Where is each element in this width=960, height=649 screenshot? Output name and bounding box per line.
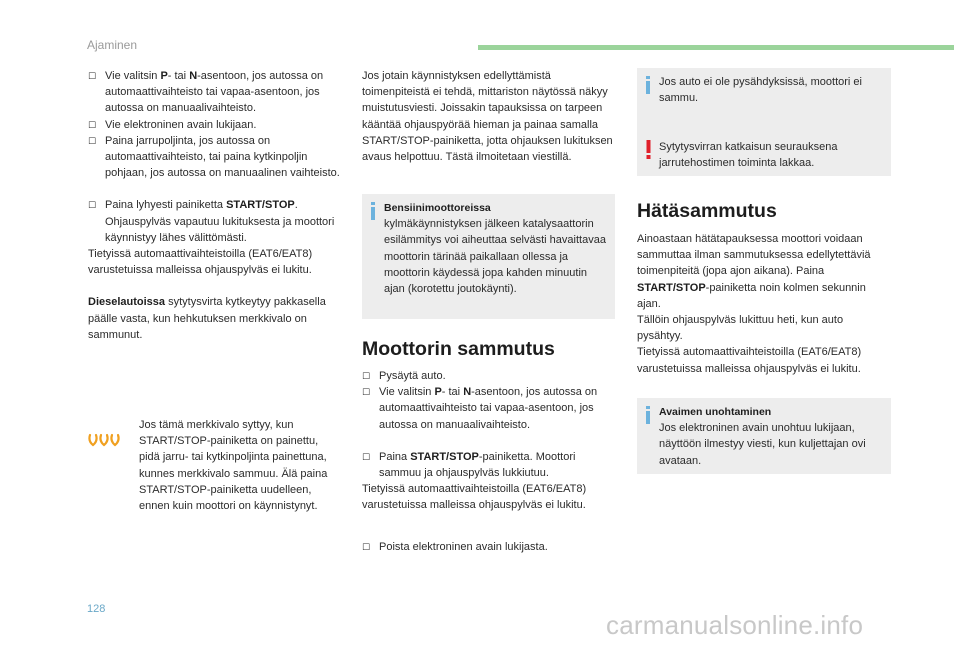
warning-exclamation-icon — [645, 140, 652, 160]
bullet-icon: ☐ — [362, 451, 371, 462]
paragraph-diesel: Dieselautoissa sytytysvirta kytkeytyy pakkasella päälle vasta, kun hehkutuksen merkkivalo on sammunut. — [88, 296, 326, 341]
paragraph-lock: Tällöin ohjauspylväs lukittuu heti, kun auto pysähtyy. — [637, 314, 844, 343]
page-number: 128 — [87, 603, 106, 615]
info-icon — [645, 406, 652, 424]
list-item: ☐ Vie elektroninen avain lukijaan. — [88, 117, 343, 133]
section-title: Ajaminen — [87, 38, 138, 52]
header-accent-bar — [478, 45, 954, 50]
bullet-icon: ☐ — [362, 541, 371, 552]
bullet-icon: ☐ — [362, 387, 371, 398]
column-right — [637, 231, 891, 377]
list-item: ☐ Pysäytä auto. — [362, 368, 614, 384]
info-icon — [370, 202, 377, 220]
bullet-icon: ☐ — [88, 71, 97, 81]
paragraph-eat-note: Tietyissä automaattivaihteistoilla (EAT6/EAT8) varustetuissa malleissa ohjauspylväs ei lukitu. — [362, 483, 587, 512]
column-middle-lower — [362, 368, 614, 555]
heading-emergency-stop: Hätäsammutus — [637, 200, 777, 222]
list-item: ☐ Paina lyhyesti painiketta START/STOP. Ohjauspylväs vapautuu lukituksesta ja moottori käynnistyy lähes välittömästi. — [88, 197, 343, 246]
list-item: ☐ Paina jarrupoljinta, jos autossa on automaattivaihteisto, tai paina kytkinpoljin pohjaan, jos autossa on manuaalinen vaihteisto. — [88, 133, 343, 182]
column-left — [88, 68, 343, 343]
paragraph-eat-note: Tietyissä automaattivaihteistoilla (EAT6/EAT8) varustetuissa malleissa ohjauspylväs ei lukitu. — [88, 248, 313, 277]
glow-plug-icon — [87, 432, 123, 453]
list-item: ☐ Vie valitsin P- tai N-asentoon, jos autossa on automaattivaihteisto tai vapaa-asentoon, jos autossa on manuaalivaihteisto. — [362, 384, 614, 433]
heading-engine-stop: Moottorin sammutus — [362, 338, 555, 360]
list-item: ☐ Vie valitsin P- tai N-asentoon, jos autossa on automaattivaihteisto tai vapaa-asentoon, jos autossa on manuaalivaihteisto. — [88, 68, 343, 117]
paragraph-emergency: Ainoastaan hätätapauksessa moottori voidaan sammuttaa ilman sammutuksessa edellytettäviä toimenpiteitä (jopa ajon aikana). Paina START/STOP-painiketta noin kolmen sekunnin ajan. — [637, 233, 871, 310]
info-box-stop-notes: Jos auto ei ole pysähdyksissä, moottori ei sammu. Sytytysvirran katkaisun seurauksena jarrutehostimen toiminta lakkaa. — [637, 68, 891, 176]
column-middle — [362, 68, 614, 165]
glow-plug-note: Jos tämä merkkivalo syttyy, kun START/STOP-painiketta on painettu, pidä jarru- tai kytkinpoljinta painettuna, kunnes merkkivalo sammuu. Älä paina START/STOP-painiketta uudelleen, ennen kuin moottori on käynnistynyt. — [139, 419, 328, 513]
paragraph-intro: Jos jotain käynnistyksen edellyttämistä toimenpiteistä ei tehdä, mittariston näytössä näkyy muistutusviesti. Joissakin tapauksissa on tarpeen kääntää ohjauspyörää hieman ja painaa samalla START/STOP-painiketta, jotta ohjauksen lukituksen avaus helpottuu. Tästä ilmoitetaan viestillä. — [362, 70, 613, 164]
list-item: ☐ Poista elektroninen avain lukijasta. — [362, 539, 614, 555]
bullet-icon: ☐ — [88, 200, 97, 211]
bullet-icon: ☐ — [362, 371, 371, 381]
paragraph-eat-note: Tietyissä automaattivaihteistoilla (EAT6/EAT8) varustetuissa malleissa ohjauspylväs ei lukitu. — [637, 346, 862, 375]
watermark: carmanualsonline.info — [606, 610, 864, 640]
info-box-key-forgotten: Avaimen unohtaminen Jos elektroninen avain unohtuu lukijaan, näyttöön ilmestyy viesti, kun kuljettajan ovi avataan. — [637, 398, 891, 474]
info-icon — [645, 76, 652, 94]
list-item: ☐ Paina START/STOP-painiketta. Moottori sammuu ja ohjauspylväs lukkiutuu. — [362, 449, 614, 481]
bullet-icon: ☐ — [88, 135, 97, 146]
bullet-icon: ☐ — [88, 119, 97, 130]
info-box-petrol: Bensiinimoottoreissa kylmäkäynnistyksen jälkeen katalysaattorin esilämmitys voi aiheuttaa selvästi havaittavaa moottorin tärinää paikallaan ollessa ja moottorin käydessä jopa kahden minuutin ajan (korotettu joutokäynti). — [362, 194, 615, 319]
